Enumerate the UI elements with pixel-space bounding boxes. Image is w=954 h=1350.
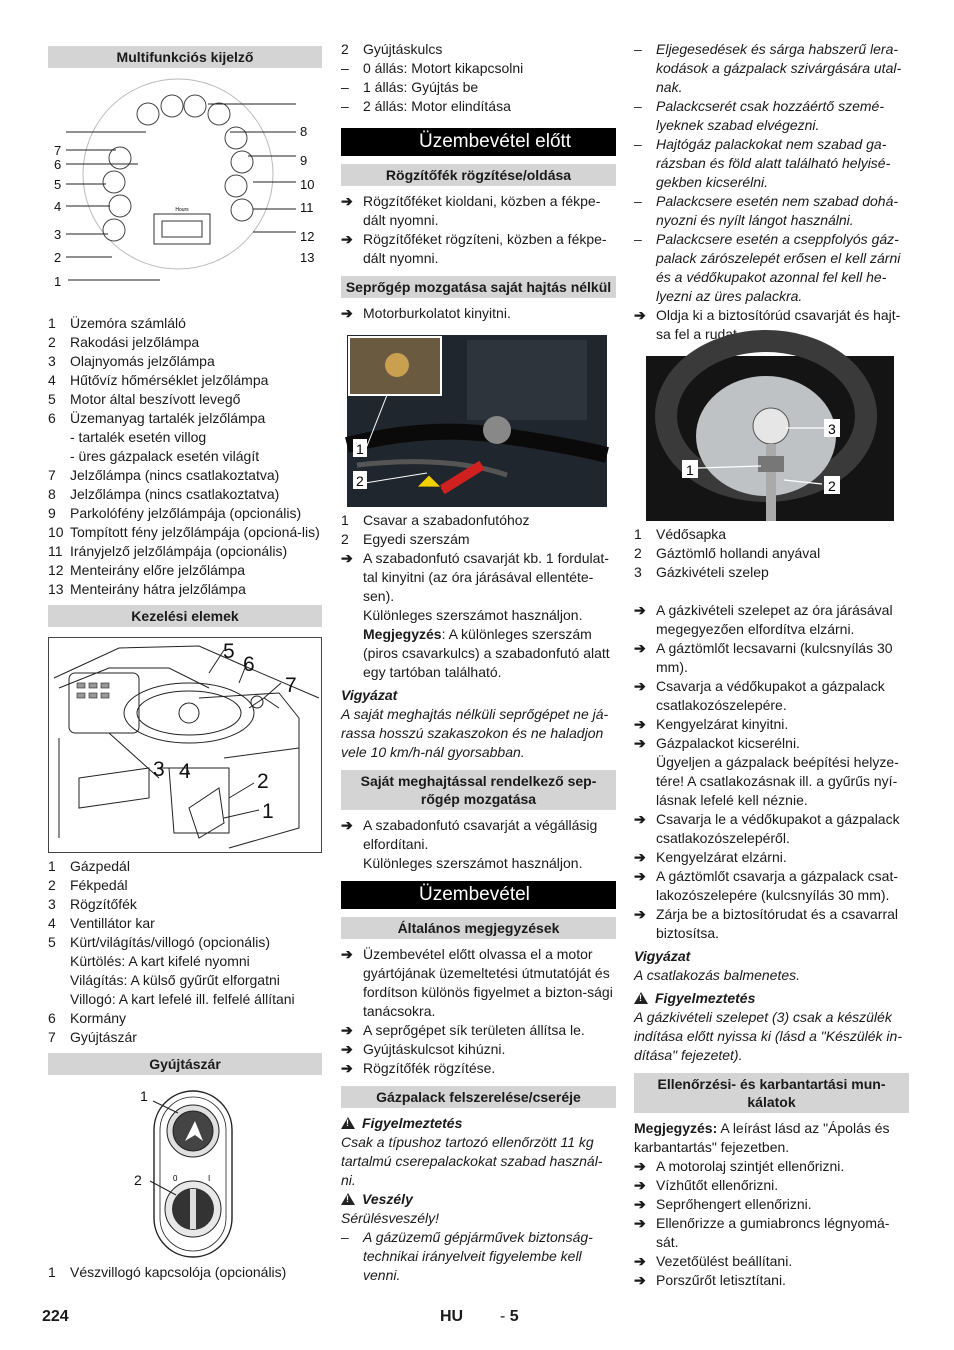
- legend-item: 1 Üzemóra számláló: [48, 315, 186, 331]
- caution-text: A csatlakozás balmenetes.: [634, 967, 801, 983]
- legend-item: 5 Motor által beszívott levegő: [48, 391, 241, 407]
- caution-label: Vigyázat: [341, 687, 398, 703]
- legend-item: 10 Tompított fény jelzőlámpája (opcioná-lis): [48, 524, 320, 540]
- step: ➔ Seprőhengert ellenőrizni.: [634, 1196, 812, 1212]
- callout-7: 7: [54, 143, 62, 158]
- warning-label: !Figyelmeztetés: [634, 989, 909, 1008]
- legend-item: 2 Rakodási jelzőlámpa: [48, 334, 200, 350]
- step: ➔ A motorolaj szintjét ellenőrizni.: [634, 1158, 845, 1174]
- section-heading-maintenance: Ellenőrzési- és karbantartási mun-kálatok: [634, 1073, 909, 1113]
- note: Különleges szerszámot használjon.: [363, 607, 583, 623]
- callout-9: 9: [300, 153, 308, 168]
- callout-2: 2: [356, 473, 364, 489]
- legend-item: 1 Védősapka: [634, 526, 727, 542]
- legend-item: 4 Ventillátor kar: [48, 915, 155, 931]
- callout-1: 1: [356, 441, 364, 457]
- arrow-icon: ➔: [634, 716, 646, 732]
- callout-12: 12: [300, 229, 315, 244]
- step: ➔ Oldja ki a biztosítórúd csavarját és hajt-sa fel a rudat.: [634, 307, 901, 342]
- legend-item: 5 Kürt/világítás/villogó (opcionális): [48, 934, 270, 950]
- callout-4: 4: [179, 760, 191, 783]
- arrow-icon: ➔: [634, 1196, 646, 1212]
- svg-text:I: I: [208, 1174, 211, 1183]
- callout-3: 3: [828, 421, 836, 437]
- ignition-figure: [48, 1081, 322, 1259]
- step: ➔ Rögzítőféket kioldani, közben a fékpe-dált nyomni.: [341, 193, 601, 228]
- dash-item: – Palackcsere esetén a cseppfolyós gáz-palack zárószelepét erősen el kell zárni és a védőkupakot azonnal fel kell he-lyezni az üres palackra.: [634, 231, 901, 304]
- callout-6: 6: [54, 157, 62, 172]
- step: ➔ Vízhűtőt ellenőrizni.: [634, 1177, 779, 1193]
- legend-item: 7 Gyújtászár: [48, 1029, 137, 1045]
- maintenance-note: Megjegyzés: A leírást lásd az "Ápolás és karbantartás" fejezetben.: [634, 1120, 890, 1155]
- language-code: HU: [440, 1308, 464, 1325]
- key-list: [341, 40, 616, 116]
- arrow-icon: ➔: [341, 193, 353, 209]
- callout-3: 3: [54, 227, 62, 242]
- legend-item: 3 Rögzítőfék: [48, 896, 137, 912]
- arrow-icon: ➔: [634, 1253, 646, 1269]
- freewheel-photo: [347, 335, 607, 507]
- legend-item: 8 Jelzőlámpa (nincs csatlakoztatva): [48, 486, 280, 502]
- arrow-icon: ➔: [634, 735, 646, 751]
- note: Ügyeljen a gázpalack beépítési helyze-tére! A csatlakozásnak ill. a gyűrűs nyí-lásnak lefelé kell néznie.: [656, 754, 899, 808]
- callout-2: 2: [54, 250, 62, 265]
- display-figure: [48, 74, 322, 289]
- step: ➔ Csavarja a védőkupakot a gázpalack csatlakozószelepére.: [634, 678, 885, 713]
- arrow-icon: ➔: [341, 817, 353, 833]
- step: ➔ Porszűrőt letisztítani.: [634, 1272, 786, 1288]
- legend-item: 2 Egyedi szerszám: [341, 531, 470, 547]
- ignition-illustration: [48, 1081, 322, 1259]
- callout-8: 8: [300, 124, 308, 139]
- legend-item: 2 Fékpedál: [48, 877, 128, 893]
- gas-valve-photo: [646, 356, 894, 521]
- key-item: 2 Gyújtáskulcs: [341, 41, 443, 57]
- arrow-icon: ➔: [634, 1272, 646, 1288]
- step: ➔ Rögzítőfék rögzítése.: [341, 1060, 496, 1076]
- caution-label: Vigyázat: [634, 948, 691, 964]
- arrow-icon: ➔: [634, 602, 646, 618]
- arrow-icon: ➔: [341, 550, 353, 566]
- step: ➔ Kengyelzárat elzárni.: [634, 849, 787, 865]
- legend-item: 3 Gázkivételi szelep: [634, 564, 769, 580]
- section-heading-tow: Seprőgép mozgatása saját hajtás nélkül: [341, 276, 616, 298]
- controls-illustration: [49, 638, 321, 852]
- warning-text: Csak a típushoz tartozó ellenőrzött 11 kg tartalmú cserepalackokat szabad használ-ni.: [341, 1134, 603, 1188]
- section-heading-gas-bottle: Gázpalack felszerelése/cseréje: [341, 1086, 616, 1108]
- legend-item: 11 Irányjelző jelzőlámpája (opcionális): [48, 543, 288, 559]
- ignition-legend-item: 1 Vészvillogó kapcsolója (opcionális): [48, 1264, 287, 1280]
- section-heading-controls: Kezelési elemek: [48, 605, 322, 627]
- warning-text: A gázkivételi szelepet (3) csak a készülék indítása előtt nyissa ki (lásd a "Készülék in-dítása" fejezetet).: [634, 1009, 902, 1063]
- column-3: [634, 40, 909, 1290]
- note: Különleges szerszámot használjon.: [363, 855, 583, 871]
- step: ➔ Kengyelzárat kinyitni.: [634, 716, 789, 732]
- danger-item: – A gázüzemű gépjárművek biztonság-technikai irányelveit figyelembe kell venni.: [341, 1229, 593, 1283]
- display-illustration: [48, 74, 322, 289]
- section-heading-ignition: Gyújtászár: [48, 1053, 322, 1075]
- legend-item: 6 Üzemanyag tartalék jelzőlámpa: [48, 410, 266, 426]
- key-item: – 2 állás: Motor elindítása: [341, 98, 511, 114]
- display-legend: [48, 314, 322, 599]
- step: ➔ Csavarja le a védőkupakot a gázpalack csatlakozószelepéről.: [634, 811, 900, 846]
- callout-11: 11: [300, 200, 314, 215]
- legend-item: 12 Menteirány előre jelzőlámpa: [48, 562, 246, 578]
- legend-item: 1 Csavar a szabadonfutóhoz: [341, 512, 530, 528]
- callout-2: 2: [828, 478, 836, 494]
- step: ➔ Zárja be a biztosítórudat és a csavarral biztosítsa.: [634, 906, 899, 941]
- callout-1: 1: [686, 462, 694, 478]
- section-heading-general: Általános megjegyzések: [341, 917, 616, 939]
- legend-item: 4 Hűtővíz hőmérséklet jelzőlámpa: [48, 372, 269, 388]
- step: ➔ Gyújtáskulcsot kihúzni.: [341, 1041, 506, 1057]
- arrow-icon: ➔: [341, 305, 353, 321]
- callout-2: 2: [257, 770, 269, 793]
- dash-item: – Eljegesedések és sárga habszerű lera-kodások a gázpalack szivárgására utal-nak.: [634, 41, 902, 95]
- callout-10: 10: [300, 177, 315, 192]
- freewheel-illustration: [347, 335, 607, 507]
- step: ➔ Üzembevétel előtt olvassa el a motor gyártójának üzemeltetési útmutatóját és fordítson különös figyelmet a bizton-sági tanácsokra.: [341, 946, 613, 1019]
- legend-item: Villogó: A kart lefelé ill. felfelé állítani: [70, 991, 295, 1007]
- column-1: [48, 40, 322, 1282]
- legend-item: 9 Parkolófény jelzőlámpája (opcionális): [48, 505, 302, 521]
- step: ➔ Ellenőrizze a gumiabroncs légnyomá-sát.: [634, 1215, 890, 1250]
- key-item: – 1 állás: Gyújtás be: [341, 79, 479, 95]
- column-2: [341, 40, 616, 1285]
- legend-item: Kürtölés: A kart kifelé nyomni: [70, 953, 250, 969]
- step: ➔ A gáztömlőt lecsavarni (kulcsnyílás 30 mm).: [634, 640, 893, 675]
- callout-5: 5: [223, 640, 235, 663]
- callout-1: 1: [54, 274, 62, 289]
- step: ➔ Vezetőülést beállítani.: [634, 1253, 793, 1269]
- callout-4: 4: [54, 199, 62, 214]
- arrow-icon: ➔: [341, 231, 353, 247]
- arrow-icon: ➔: [634, 1215, 646, 1231]
- step: ➔ A seprőgépet sík területen állítsa le.: [341, 1022, 585, 1038]
- arrow-icon: ➔: [634, 1158, 646, 1174]
- section-heading-brake: Rögzítőfék rögzítése/oldása: [341, 164, 616, 186]
- arrow-icon: ➔: [341, 1060, 353, 1076]
- arrow-icon: ➔: [634, 906, 646, 922]
- gas-valve-illustration: [646, 356, 894, 521]
- sub-page-number: - 5: [500, 1308, 519, 1325]
- legend-item: 6 Kormány: [48, 1010, 127, 1026]
- section-heading-self-propelled: Saját meghajtással rendelkező sep-rőgép mozgatása: [341, 770, 616, 810]
- dash-item: – Palackcsere esetén nem szabad dohá-nyozni és nyílt lángot használni.: [634, 193, 899, 228]
- arrow-icon: ➔: [634, 811, 646, 827]
- caution-text: A saját meghajtás nélküli seprőgépet ne já-rassa hosszú szakaszokon és ne haladjon vele 10 km/h-nál gyorsabban.: [341, 706, 609, 760]
- callout-2: 2: [134, 1172, 142, 1188]
- main-heading-startup: Üzembevétel: [341, 881, 616, 909]
- arrow-icon: ➔: [341, 946, 353, 962]
- legend-item: 13 Menteirány hátra jelzőlámpa: [48, 581, 246, 597]
- callout-6: 6: [243, 653, 255, 676]
- step: ➔ A gázkivételi szelepet az óra járásával megegyezően elfordítva elzárni.: [634, 602, 893, 637]
- danger-text: Sérülésveszély!: [341, 1210, 440, 1226]
- warning-icon: [634, 992, 648, 1004]
- controls-figure: [48, 637, 322, 853]
- legend-item: 2 Gáztömlő hollandi anyával: [634, 545, 821, 561]
- arrow-icon: ➔: [341, 1022, 353, 1038]
- arrow-icon: ➔: [634, 678, 646, 694]
- callout-13: 13: [300, 250, 315, 265]
- callout-3: 3: [153, 758, 165, 781]
- callout-1: 1: [140, 1088, 148, 1104]
- arrow-icon: ➔: [634, 849, 646, 865]
- note: Megjegyzés: A különleges szerszám (piros csavarkulcs) a szabadonfutó alatt egy tartóban található.: [363, 626, 610, 680]
- arrow-icon: ➔: [634, 307, 646, 323]
- legend-item: 1 Gázpedál: [48, 858, 130, 874]
- legend-item: - üres gázpalack esetén világít: [70, 448, 260, 464]
- dash-item: – Palackcserét csak hozzáértő szemé-lyeknek szabad elvégezni.: [634, 98, 884, 133]
- warning-label: !Figyelmeztetés: [341, 1114, 616, 1133]
- callout-7: 7: [285, 674, 297, 697]
- arrow-icon: ➔: [634, 868, 646, 884]
- section-heading-display: Multifunkciós kijelző: [48, 46, 322, 68]
- legend-item: Világítás: A külső gyűrűt elforgatni: [70, 972, 280, 988]
- svg-text:0: 0: [173, 1174, 178, 1183]
- key-item: – 0 állás: Motort kikapcsolni: [341, 60, 524, 76]
- step: ➔ Motorburkolatot kinyitni.: [341, 305, 511, 321]
- arrow-icon: ➔: [341, 1041, 353, 1057]
- legend-item: 3 Olajnyomás jelzőlámpa: [48, 353, 215, 369]
- danger-label: !Veszély: [341, 1190, 616, 1209]
- main-heading-before-startup: Üzembevétel előtt: [341, 128, 616, 156]
- arrow-icon: ➔: [634, 640, 646, 656]
- step: ➔ A szabadonfutó csavarját kb. 1 fordulat-tal kinyitni (az óra járásával ellentéte-sen).: [341, 550, 609, 604]
- arrow-icon: ➔: [634, 1177, 646, 1193]
- legend-item: 7 Jelzőlámpa (nincs csatlakoztatva): [48, 467, 280, 483]
- step: ➔ A gáztömlőt csavarja a gázpalack csat-lakozószelepére (kulcsnyílás 30 mm).: [634, 868, 899, 903]
- warning-icon: [341, 1117, 355, 1129]
- step: ➔ Rögzítőféket rögzíteni, közben a fékpe-dált nyomni.: [341, 231, 607, 266]
- controls-legend: [48, 857, 322, 1047]
- dash-item: – Hajtógáz palackokat nem szabad ga-rázsban és föld alatt található helyisé-gekben kicserélni.: [634, 136, 891, 190]
- step: ➔ A szabadonfutó csavarját a végállásig elfordítani.: [341, 817, 598, 852]
- page-number: 224: [42, 1308, 69, 1325]
- callout-1: 1: [262, 800, 274, 823]
- legend-item: - tartalék esetén villog: [70, 429, 207, 445]
- callout-5: 5: [54, 177, 62, 192]
- step: ➔ Gázpalackot kicserélni.: [634, 735, 800, 751]
- hours-label: Hours: [175, 207, 189, 213]
- warning-icon: [341, 1193, 355, 1205]
